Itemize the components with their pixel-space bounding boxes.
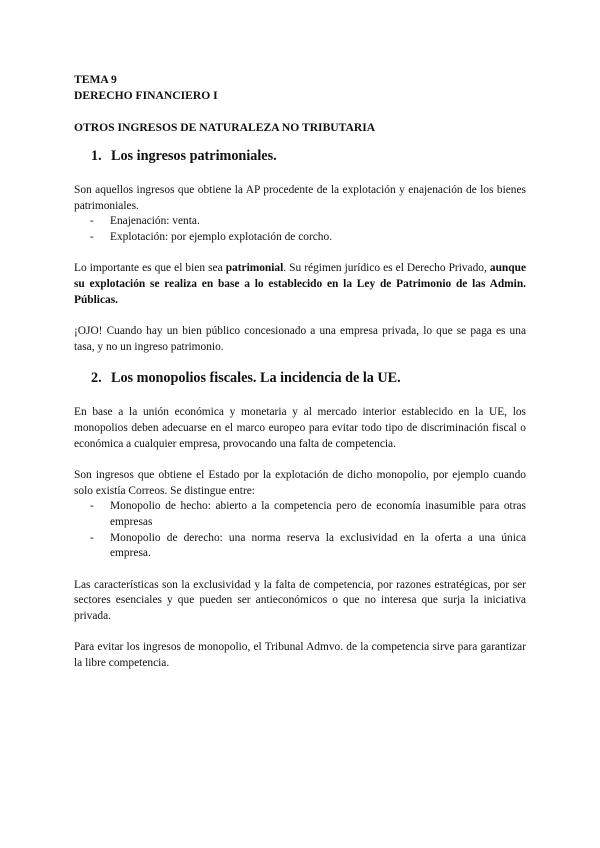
section-1-title-text: Los ingresos patrimoniales.: [111, 148, 277, 164]
topic-number: TEMA 9: [74, 73, 117, 86]
section-1-list: [74, 214, 526, 245]
section-2-title-text: Los monopolios fiscales. La incidencia de la UE.: [111, 370, 401, 387]
list-item: - Monopolio de hecho: abierto a la competencia pero de economía inasumible para otras empresas: [90, 500, 526, 528]
section-2-paragraph-4: Para evitar los ingresos de monopolio, el Tribunal Admvo. de la competencia sirve para garantizar la libre competencia.: [74, 641, 526, 670]
section-1-note: ¡OJO! Cuando hay un bien público concesionado a una empresa privada, lo que se paga es una tasa, y no un ingreso patrimonio.: [74, 325, 526, 353]
section-2-paragraph-3: Las características son la exclusividad y la falta de competencia, por razones estratégicas, por ser sectores esenciales y que pueden ser antieconómicos o que no interesa que surja la iniciativa privada.: [74, 578, 526, 622]
list-item: - Enajenación: venta.: [90, 215, 200, 228]
section-2-list: [74, 499, 526, 561]
section-2-title: [74, 369, 526, 387]
section-1-title: [74, 147, 526, 165]
section-2-paragraph-1: En base a la unión económica y monetaria y al mercado interior establecido en la UE, los monopolios deben adecuarse en el marco europeo para evitar todo tipo de discriminación fiscal o económica a cualquier empresa, provocando una falta de competencia.: [74, 406, 526, 450]
section-2-paragraph-2: Son ingresos que obtiene el Estado por la explotación de dicho monopolio, por ejemplo cuando solo existía Correos. Se distingue entre:: [74, 469, 526, 497]
section-2-number: 2.: [91, 370, 102, 387]
section-1-number: 1.: [91, 148, 102, 164]
list-item: - Monopolio de derecho: una norma reserva la exclusividad en la oferta a una única empresa.: [90, 531, 526, 560]
section-1-paragraph-2: Lo importante es que el bien sea patrimonial. Su régimen jurídico es el Derecho Privado, aunque su explotación se realiza en base a lo establecido en la Ley de Patrimonio de las Admin. Públicas.: [74, 262, 526, 306]
section-1-intro: Son aquellos ingresos que obtiene la AP procedente de la explotación y enajenación de los bienes patrimoniales.: [74, 184, 526, 212]
course-title: DERECHO FINANCIERO I: [74, 89, 218, 102]
list-item: - Explotación: por ejemplo explotación de corcho.: [90, 230, 333, 243]
document-page: [74, 72, 526, 672]
document-heading: OTROS INGRESOS DE NATURALEZA NO TRIBUTARIA: [74, 121, 376, 134]
